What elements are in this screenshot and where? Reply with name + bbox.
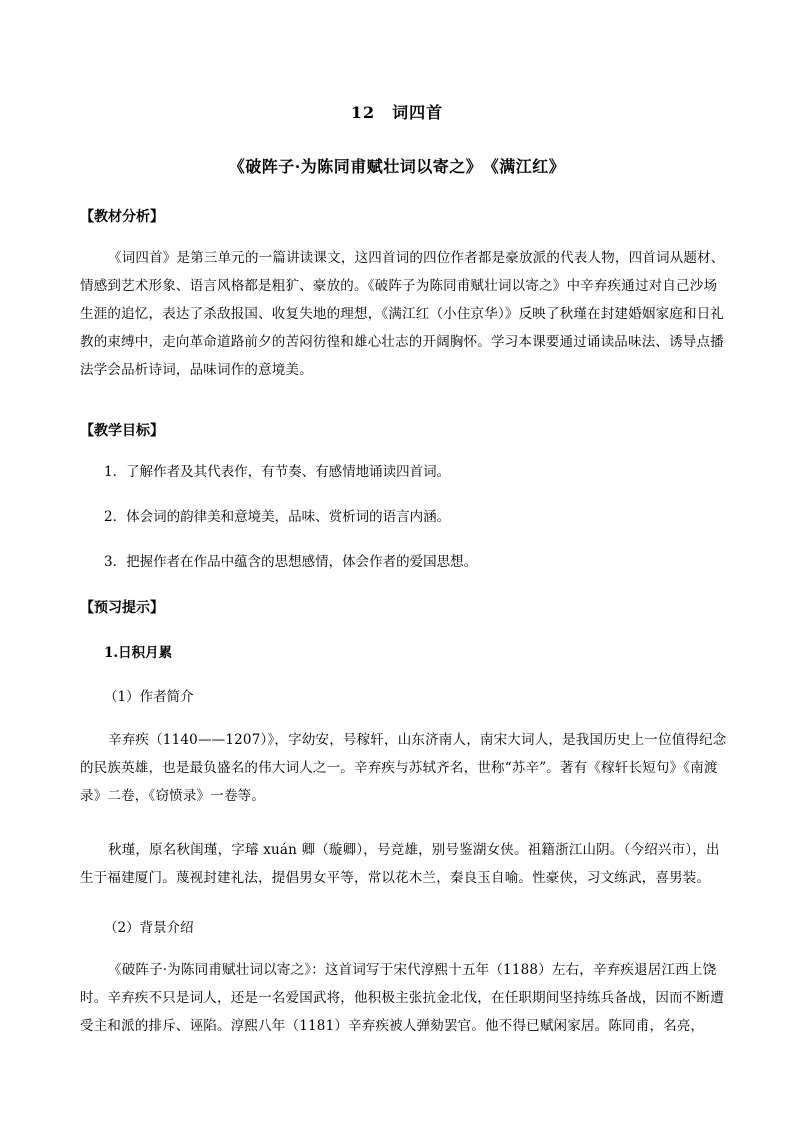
author-qiu-paragraph: 秋瑾，原名秋闺瑾，字璿 xuán 卿（璇卿），号竞雄，别号鉴湖女侠。祖籍浙江山阴。（今绍兴市），出生于福建厦门。蔑视封建礼法，提倡男女平等，常以花木兰，秦良玉自喻。性豪侠，习文练武，喜男装。 xyxy=(80,842,720,886)
goal-item-2: 2．体会词的韵律美和意境美，品味、赏析词的语言内涵。 xyxy=(104,509,451,525)
subheading-accumulation: 1.日积月累 xyxy=(104,645,173,661)
goal-item-1: 1．了解作者及其代表作，有节奏、有感情地诵读四首词。 xyxy=(104,464,451,480)
section-heading-goals: 【教学目标】 xyxy=(80,423,164,439)
author-xin-paragraph: 辛弃疾（1140——1207）》，字幼安，号稼轩，山东济南人，南宋大词人，是我国历史上一位值得纪念的民族英雄，也是最负盛名的伟大词人之一。辛弃疾与苏轼齐名，世称“苏辛”。著有《稼轩长短句》《南渡录》二卷，《窃愤录》一卷等。 xyxy=(80,732,727,804)
subheading-background: （2）背景介绍 xyxy=(104,920,194,936)
section-heading-preview: 【预习提示】 xyxy=(80,600,164,616)
page-subtitle: 《破阵子·为陈同甫赋壮词以寄之》 《满江红》 xyxy=(228,157,566,176)
section-heading-analysis: 【教材分析】 xyxy=(80,209,164,225)
analysis-paragraph: 《词四首》是第三单元的一篇讲读课文，这四首词的四位作者都是豪放派的代表人物，四首词从题材、情感到艺术形象、语言风格都是粗犷、豪放的。《破阵子为陈同甫赋壮词以寄之》中辛弃疾通过对自己沙场生涯的追忆，表达了杀敌报国、收复失地的理想，《满江红（小住京华）》反映了秋瑾在封建婚姻家庭和日礼教的束缚中，走向革命道路前夕的苦闷彷徨和雄心壮志的开阔胸怀。学习本课要通过诵读品味法、诱导点播法学会品析诗词，品味词作的意境美。 xyxy=(80,250,725,378)
subheading-author-intro: （1）作者简介 xyxy=(104,689,194,705)
goal-item-3: 3．把握作者在作品中蕴含的思想感情，体会作者的爱国思想。 xyxy=(104,554,478,570)
page-title: 12 词四首 xyxy=(350,103,444,122)
background-paragraph: 《破阵子·为陈同甫赋壮词以寄之》：这首词写于宋代淳熙十五年（1188）左右，辛弃疾退居江西上饶时。辛弃疾不只是词人，还是一名爱国武将，他积极主张抗金北伐，在任职期间坚持练兵备战，因而不断遭受主和派的排斥、诬陷。淳熙八年（1181）辛弃疾被人弹劾罢官。他不得已赋闲家居。陈同甫，名亮， xyxy=(80,962,724,1034)
